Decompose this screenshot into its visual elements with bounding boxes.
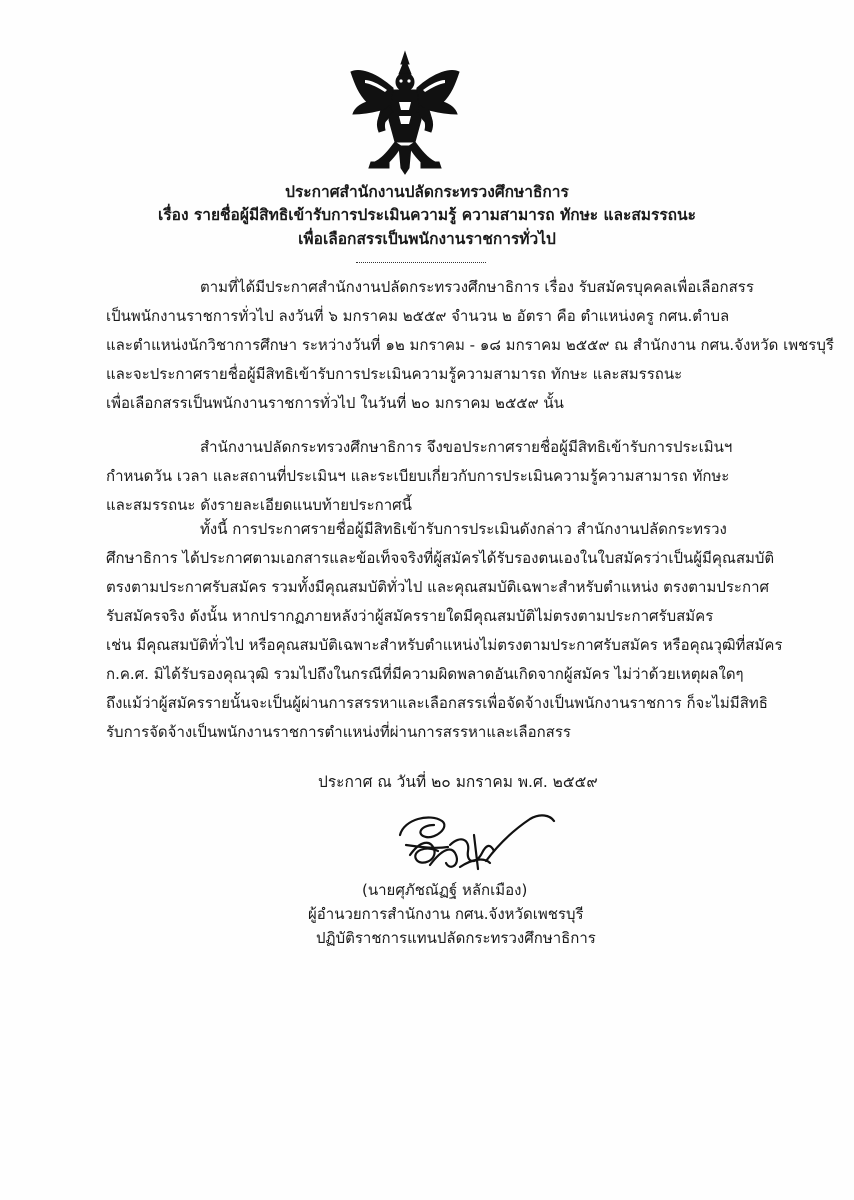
paragraph-3-line-4: รับสมัครจริง ดังนั้น หากปรากฏภายหลังว่าผู้สมัครรายใดมีคุณสมบัติไม่ตรงตามประกาศรับสมัคร <box>106 607 714 625</box>
paragraph-1-line-2: เป็นพนักงานราชการทั่วไป ลงวันที่ ๖ มกราคม ๒๕๕๙ จำนวน ๒ อัตรา คือ ตำแหน่งครู กศน.ตำบล <box>106 307 730 325</box>
paragraph-3-line-2: ศึกษาธิการ ได้ประกาศตามเอกสารและข้อเท็จจริงที่ผู้สมัครได้รับรองตนเองในใบสมัครว่าเป็นผู้มีคุณสมบัติ <box>106 549 775 567</box>
paragraph-3-line-7: ถึงแม้ว่าผู้สมัครรายนั้นจะเป็นผู้ผ่านการสรรหาและเลือกสรรเพื่อจัดจ้างเป็นพนักงานราชการ ก็จะไม่มีสิทธิ <box>106 694 768 712</box>
paragraph-2-line-1: สำนักงานปลัดกระทรวงศึกษาธิการ จึงขอประกาศรายชื่อผู้มีสิทธิเข้ารับการประเมินฯ <box>200 438 733 456</box>
paragraph-1-line-4: และจะประกาศรายชื่อผู้มีสิทธิเข้ารับการประเมินความรู้ความสามารถ ทักษะ และสมรรถนะ <box>106 365 683 383</box>
paragraph-3-line-3: ตรงตามประกาศรับสมัคร รวมทั้งมีคุณสมบัติทั่วไป และคุณสมบัติเฉพาะสำหรับตำแหน่ง ตรงตามประกาศ <box>106 578 770 596</box>
garuda-emblem-icon <box>345 50 465 178</box>
signatory-name: (นายศุภัชณัฏฐ์ หลักเมือง) <box>362 881 528 899</box>
paragraph-1-line-1: ตามที่ได้มีประกาศสำนักงานปลัดกระทรวงศึกษาธิการ เรื่อง รับสมัครบุคคลเพื่อเลือกสรร <box>200 278 754 296</box>
paragraph-1-line-5: เพื่อเลือกสรรเป็นพนักงานราชการทั่วไป ในวันที่ ๒๐ มกราคม ๒๕๕๙ นั้น <box>106 394 564 412</box>
announcement-subject-continued: เพื่อเลือกสรรเป็นพนักงานราชการทั่วไป <box>298 230 556 248</box>
paragraph-3-line-6: ก.ค.ศ. มิได้รับรองคุณวุฒิ รวมไปถึงในกรณีที่มีความผิดพลาดอันเกิดจากผู้สมัคร ไม่ว่าด้วยเหตุผลใดๆ <box>106 665 744 683</box>
paragraph-1-line-3: และตำแหน่งนักวิชาการศึกษา ระหว่างวันที่ ๑๒ มกราคม - ๑๘ มกราคม ๒๕๕๙ ณ สำนักงาน กศน.จังหวัด เพชรบุรี <box>106 336 834 354</box>
paragraph-3-line-5: เช่น มีคุณสมบัติทั่วไป หรือคุณสมบัติเฉพาะสำหรับตำแหน่งไม่ตรงตามประกาศรับสมัคร หรือคุณวุฒิที่สมัคร <box>106 636 783 654</box>
announcement-title: ประกาศสำนักงานปลัดกระทรวงศึกษาธิการ <box>285 183 569 201</box>
signatory-position: ผู้อำนวยการสำนักงาน กศน.จังหวัดเพชรบุรี <box>308 905 584 923</box>
paragraph-2-line-2: กำหนดวัน เวลา และสถานที่ประเมินฯ และระเบียบเกี่ยวกับการประเมินความรู้ความสามารถ ทักษะ <box>106 467 730 485</box>
announcement-subject: เรื่อง รายชื่อผู้มีสิทธิเข้ารับการประเมินความรู้ ความสามารถ ทักษะ และสมรรถนะ <box>158 206 696 224</box>
paragraph-2-line-3: และสมรรถนะ ดังรายละเอียดแนบท้ายประกาศนี้ <box>106 496 412 514</box>
dotted-divider <box>356 252 486 263</box>
announcement-date: ประกาศ ณ วันที่ ๒๐ มกราคม พ.ศ. ๒๕๕๙ <box>318 773 598 791</box>
signatory-acting-position: ปฏิบัติราชการแทนปลัดกระทรวงศึกษาธิการ <box>316 929 596 947</box>
paragraph-3-line-8: รับการจัดจ้างเป็นพนักงานราชการตำแหน่งที่ผ่านการสรรหาและเลือกสรร <box>106 723 571 741</box>
paragraph-3-line-1: ทั้งนี้ การประกาศรายชื่อผู้มีสิทธิเข้ารับการประเมินดังกล่าว สำนักงานปลัดกระทรวง <box>200 520 727 538</box>
handwritten-signature-icon <box>390 805 560 885</box>
